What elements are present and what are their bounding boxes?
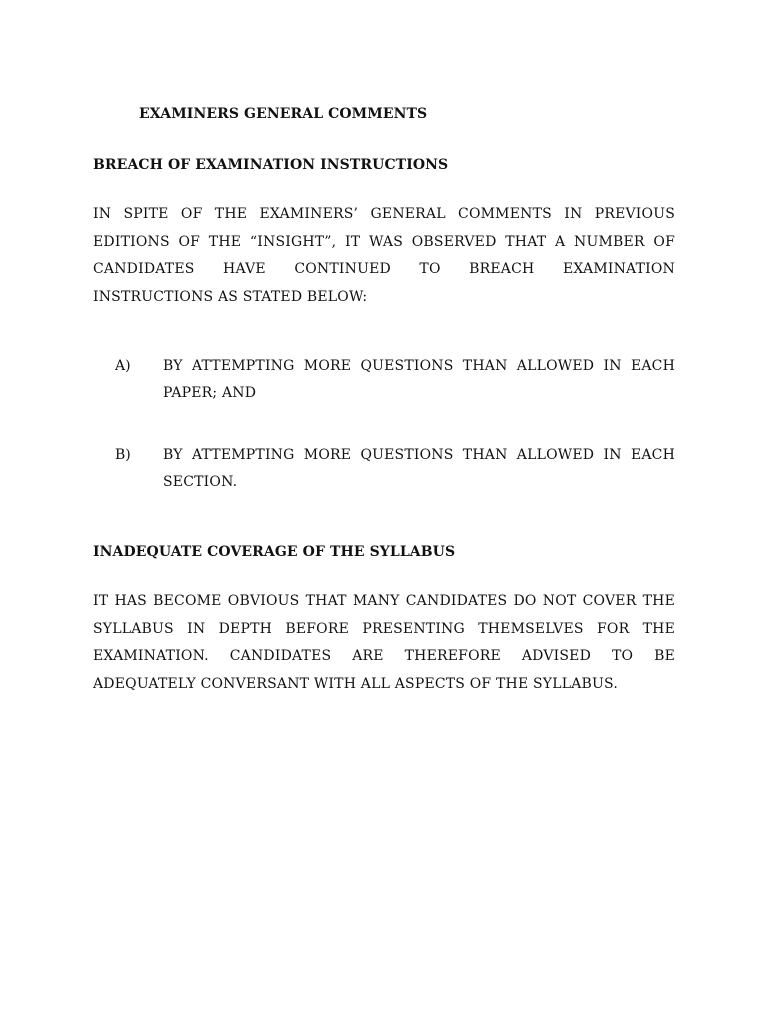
list-marker-b: B) — [115, 447, 131, 463]
section-paragraph-breach: IN SPITE OF THE EXAMINERS’ GENERAL COMMENTS IN PREVIOUS EDITIONS OF THE “INSIGHT”, IT WAS OBSERVED THAT A NUMBER OF CANDIDATES HAVE CONTINUED TO BREACH EXAMINATION INSTRUCTIONS AS STATED BELOW: — [93, 206, 675, 305]
section-paragraph-syllabus: IT HAS BECOME OBVIOUS THAT MANY CANDIDATES DO NOT COVER THE SYLLABUS IN DEPTH BEFORE PRESENTING THEMSELVES FOR THE EXAMINATION. CANDIDATES ARE THEREFORE ADVISED TO BE ADEQUATELY CONVERSANT WITH ALL ASPECTS OF THE SYLLABUS. — [93, 593, 675, 692]
list-item-b — [93, 442, 675, 497]
section-heading-syllabus: INADEQUATE COVERAGE OF THE SYLLABUS — [93, 544, 456, 560]
section-heading-breach: BREACH OF EXAMINATION INSTRUCTIONS — [93, 157, 449, 173]
list-text-b: BY ATTEMPTING MORE QUESTIONS THAN ALLOWED IN EACH SECTION. — [163, 447, 675, 491]
list-item-a — [93, 353, 675, 408]
list-marker-a: A) — [115, 358, 131, 374]
list-text-a: BY ATTEMPTING MORE QUESTIONS THAN ALLOWED IN EACH PAPER; AND — [163, 358, 675, 402]
page-title: EXAMINERS GENERAL COMMENTS — [139, 106, 428, 122]
